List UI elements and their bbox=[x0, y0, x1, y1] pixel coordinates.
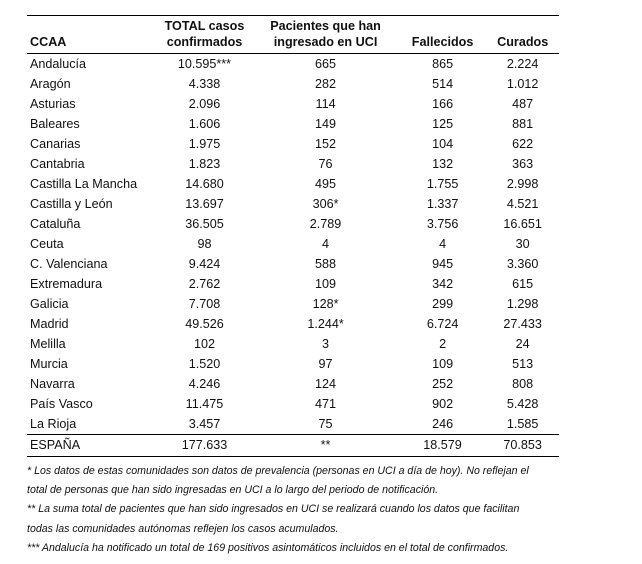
cell-ccaa: Ceuta bbox=[30, 237, 64, 251]
table-row bbox=[27, 194, 559, 214]
cell-uci: 124 bbox=[315, 377, 337, 391]
cell-ccaa: Melilla bbox=[30, 337, 66, 351]
cell-fallecidos: 1.755 bbox=[426, 177, 459, 191]
cell-ccaa: Madrid bbox=[30, 317, 69, 331]
cell-ccaa: Aragón bbox=[30, 77, 71, 91]
table-row bbox=[27, 234, 559, 254]
cell-fallecidos: 104 bbox=[432, 137, 454, 151]
cell-curados: 1.585 bbox=[506, 417, 539, 431]
cell-total: 9.424 bbox=[188, 257, 221, 271]
cell-uci: 3 bbox=[322, 337, 330, 351]
footnote-line: * Los datos de estas comunidades son datos de prevalencia (personas en UCI a día de hoy). No reflejan el bbox=[27, 465, 529, 477]
cell-fallecidos: 252 bbox=[432, 377, 454, 391]
footnotes bbox=[27, 462, 613, 558]
table-row bbox=[27, 314, 559, 334]
cell-fallecidos: 1.337 bbox=[426, 197, 459, 211]
cell-ccaa: Castilla La Mancha bbox=[30, 177, 138, 191]
cell-uci: 471 bbox=[315, 397, 337, 411]
ccaa-data-table bbox=[27, 15, 559, 457]
cell-uci: 495 bbox=[315, 177, 337, 191]
cell-ccaa: Baleares bbox=[30, 117, 80, 131]
cell-total: 14.680 bbox=[185, 177, 224, 191]
cell-total: 13.697 bbox=[185, 197, 224, 211]
header-uci-line1: Pacientes que han bbox=[270, 19, 381, 33]
table-row bbox=[27, 254, 559, 274]
cell-ccaa: País Vasco bbox=[30, 397, 93, 411]
cell-fallecidos: 902 bbox=[432, 397, 454, 411]
cell-uci: 109 bbox=[315, 277, 337, 291]
cell-ccaa: C. Valenciana bbox=[30, 257, 108, 271]
cell-fallecidos: 514 bbox=[432, 77, 454, 91]
header-row bbox=[27, 16, 559, 54]
cell-uci: 76 bbox=[318, 157, 333, 171]
footnote-line: *** Andalucía ha notificado un total de 169 positivos asintomáticos incluidos en el total de confirmados. bbox=[27, 541, 509, 554]
cell-fallecidos: 132 bbox=[432, 157, 454, 171]
cell-curados: 881 bbox=[512, 117, 534, 131]
header-fallecidos: Fallecidos bbox=[399, 16, 487, 54]
footnote-line: total de personas que han sido ingresadas en UCI a lo largo del periodo de notificación. bbox=[27, 484, 439, 497]
cell-curados: 24 bbox=[515, 337, 530, 351]
cell-fallecidos: 4 bbox=[439, 237, 447, 251]
cell-ccaa: Navarra bbox=[30, 377, 75, 391]
cell-uci: 152 bbox=[315, 137, 337, 151]
table-row bbox=[27, 394, 559, 414]
cell-total: 102 bbox=[193, 337, 215, 351]
cell-total: 49.526 bbox=[185, 317, 224, 331]
table-row bbox=[27, 374, 559, 394]
cell-total: 3.457 bbox=[188, 417, 221, 431]
cell-uci: 4 bbox=[322, 237, 330, 251]
table-footer bbox=[27, 435, 559, 457]
cell-uci: 97 bbox=[318, 357, 333, 371]
cell-fallecidos: 865 bbox=[432, 57, 454, 71]
cell-curados: 2.998 bbox=[506, 177, 539, 191]
header-total-line2: confirmados bbox=[166, 35, 243, 49]
cell-uci: 306* bbox=[312, 197, 339, 211]
cell-curados: 363 bbox=[512, 157, 534, 171]
cell-curados: 622 bbox=[512, 137, 534, 151]
table-row bbox=[27, 54, 559, 75]
total-curados: 70.853 bbox=[486, 435, 559, 457]
cell-total: 1.606 bbox=[188, 117, 221, 131]
table-row bbox=[27, 294, 559, 314]
cell-fallecidos: 945 bbox=[432, 257, 454, 271]
cell-curados: 5.428 bbox=[506, 397, 539, 411]
cell-ccaa: La Rioja bbox=[30, 417, 77, 431]
header-total bbox=[157, 16, 253, 54]
cell-uci: 75 bbox=[318, 417, 333, 431]
header-ccaa: CCAA bbox=[27, 16, 157, 54]
table-row bbox=[27, 334, 559, 354]
cell-uci: 149 bbox=[315, 117, 337, 131]
cell-curados: 808 bbox=[512, 377, 534, 391]
cell-ccaa: Cataluña bbox=[30, 217, 81, 231]
cell-ccaa: Galicia bbox=[30, 297, 69, 311]
cell-curados: 2.224 bbox=[506, 57, 539, 71]
cell-curados: 513 bbox=[512, 357, 534, 371]
cell-curados: 1.298 bbox=[506, 297, 539, 311]
cell-fallecidos: 125 bbox=[432, 117, 454, 131]
cell-uci: 1.244* bbox=[307, 317, 344, 331]
cell-total: 7.708 bbox=[188, 297, 221, 311]
cell-fallecidos: 299 bbox=[432, 297, 454, 311]
table-row bbox=[27, 114, 559, 134]
cell-total: 11.475 bbox=[185, 397, 224, 411]
cell-ccaa: Asturias bbox=[30, 97, 76, 111]
cell-curados: 27.433 bbox=[503, 317, 542, 331]
cell-ccaa: Murcia bbox=[30, 357, 68, 371]
cell-fallecidos: 246 bbox=[432, 417, 454, 431]
cell-fallecidos: 2 bbox=[439, 337, 447, 351]
cell-fallecidos: 109 bbox=[432, 357, 454, 371]
cell-curados: 487 bbox=[512, 97, 534, 111]
table-row bbox=[27, 134, 559, 154]
cell-curados: 16.651 bbox=[503, 217, 542, 231]
cell-total: 98 bbox=[197, 237, 212, 251]
header-curados: Curados bbox=[486, 16, 559, 54]
total-row bbox=[27, 435, 559, 457]
table-row bbox=[27, 74, 559, 94]
total-confirmed: 177.633 bbox=[157, 435, 253, 457]
cell-fallecidos: 6.724 bbox=[426, 317, 459, 331]
header-uci bbox=[252, 16, 399, 54]
table-row bbox=[27, 274, 559, 294]
cell-uci: 282 bbox=[315, 77, 337, 91]
table-row bbox=[27, 174, 559, 194]
cell-curados: 1.012 bbox=[506, 77, 539, 91]
cell-uci: 114 bbox=[315, 97, 336, 111]
table-body bbox=[27, 54, 559, 435]
cell-uci: 128* bbox=[312, 297, 339, 311]
cell-total: 1.823 bbox=[188, 157, 221, 171]
footnote-line: ** La suma total de pacientes que han sido ingresados en UCI se realizará cuando los datos que facilitan bbox=[27, 503, 520, 516]
cell-ccaa: Canarias bbox=[30, 137, 81, 151]
cell-curados: 615 bbox=[512, 277, 534, 291]
cell-ccaa: Cantabria bbox=[30, 157, 85, 171]
cell-fallecidos: 3.756 bbox=[426, 217, 459, 231]
total-ccaa: ESPAÑA bbox=[27, 435, 157, 457]
cell-total: 1.520 bbox=[188, 357, 221, 371]
table-row bbox=[27, 354, 559, 374]
cell-uci: 665 bbox=[315, 57, 337, 71]
table-row bbox=[27, 214, 559, 234]
cell-total: 2.096 bbox=[188, 97, 221, 111]
cell-curados: 3.360 bbox=[506, 257, 539, 271]
table-row bbox=[27, 414, 559, 435]
cell-curados: 4.521 bbox=[506, 197, 539, 211]
cell-ccaa: Castilla y León bbox=[30, 197, 113, 211]
cell-curados: 30 bbox=[515, 237, 530, 251]
cell-ccaa: Extremadura bbox=[30, 277, 103, 291]
table-row bbox=[27, 154, 559, 174]
table-row bbox=[27, 94, 559, 114]
cell-fallecidos: 342 bbox=[432, 277, 454, 291]
header-uci-line2: ingresado en UCI bbox=[273, 35, 378, 49]
header-total-line1: TOTAL casos bbox=[164, 19, 245, 33]
footnote-line: todas las comunidades autónomas reflejen los casos acumulados. bbox=[27, 522, 339, 535]
total-fallecidos: 18.579 bbox=[399, 435, 487, 457]
cell-uci: 588 bbox=[315, 257, 337, 271]
cell-ccaa: Andalucía bbox=[30, 57, 87, 71]
cell-fallecidos: 166 bbox=[432, 97, 454, 111]
cell-total: 4.246 bbox=[188, 377, 221, 391]
total-uci: ** bbox=[252, 435, 399, 457]
covid-table-document bbox=[27, 15, 613, 558]
cell-total: 2.762 bbox=[188, 277, 221, 291]
table-header bbox=[27, 16, 559, 54]
cell-total: 10.595*** bbox=[177, 57, 232, 71]
cell-uci: 2.789 bbox=[309, 217, 342, 231]
cell-total: 1.975 bbox=[188, 137, 221, 151]
cell-total: 36.505 bbox=[185, 217, 224, 231]
cell-total: 4.338 bbox=[188, 77, 221, 91]
